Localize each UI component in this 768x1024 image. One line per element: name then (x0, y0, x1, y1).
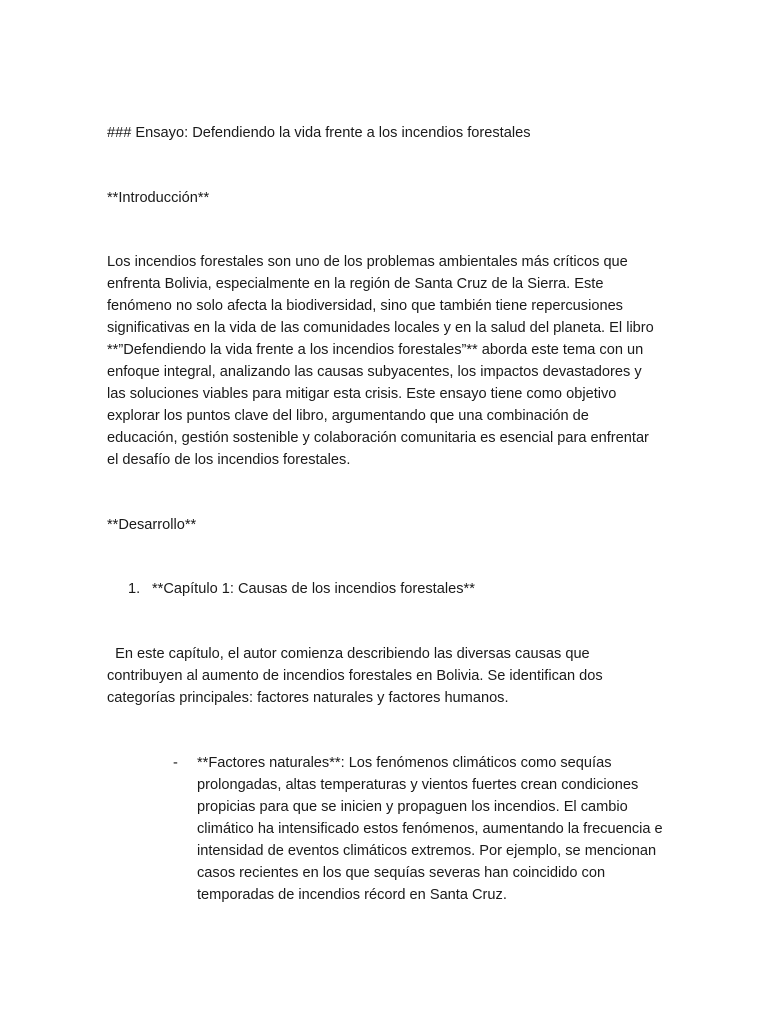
chapter-1-heading: **Capítulo 1: Causas de los incendios forestales** (152, 581, 475, 597)
introduction-heading: **Introducción** (107, 190, 210, 206)
chapter-1-paragraph-text: En este capítulo, el autor comienza describiendo las diversas causas que contribuyen al aumento de incendios forestales en Bolivia. Se identifican dos categorías principales: factores naturales y factores humanos. (107, 646, 603, 706)
bullet-marker: - (173, 755, 178, 771)
bullet-natural-factors-text: **Factores naturales**: Los fenómenos climáticos como sequías prolongadas, altas temperaturas y vientos fuertes crean condiciones propicias para que se inicien y propaguen los incendios. El cambio climático ha intensificado estos fenómenos, aumentando la frecuencia e intensidad de eventos climáticos extremos. Por ejemplo, se mencionan casos recientes en los que sequías severas han coincidido con temporadas de incendios récord en Santa Cruz. (197, 755, 663, 903)
chapter-1-paragraph (107, 643, 627, 709)
essay-title: ### Ensayo: Defendiendo la vida frente a los incendios forestales (107, 125, 531, 141)
list-number: 1. (128, 581, 141, 597)
development-heading: **Desarrollo** (107, 517, 197, 533)
introduction-paragraph: Los incendios forestales son uno de los problemas ambientales más críticos que enfrenta Bolivia, especialmente en la región de Santa Cruz de la Sierra. Este fenómeno no solo afecta la biodiversidad, sino que también tiene repercusiones significativas en la vida de las comunidades locales y en la salud del planeta. El libro **”Defendiendo la vida frente a los incendios forestales”** aborda este tema con un enfoque integral, analizando las causas subyacentes, los impactos devastadores y las soluciones viables para mitigar esta crisis. Este ensayo tiene como objetivo explorar los puntos clave del libro, argumentando que una combinación de educación, gestión sostenible y colaboración comunitaria es esencial para enfrentar el desafío de los incendios forestales. (107, 254, 654, 468)
chapter-1-list-item (128, 578, 648, 600)
